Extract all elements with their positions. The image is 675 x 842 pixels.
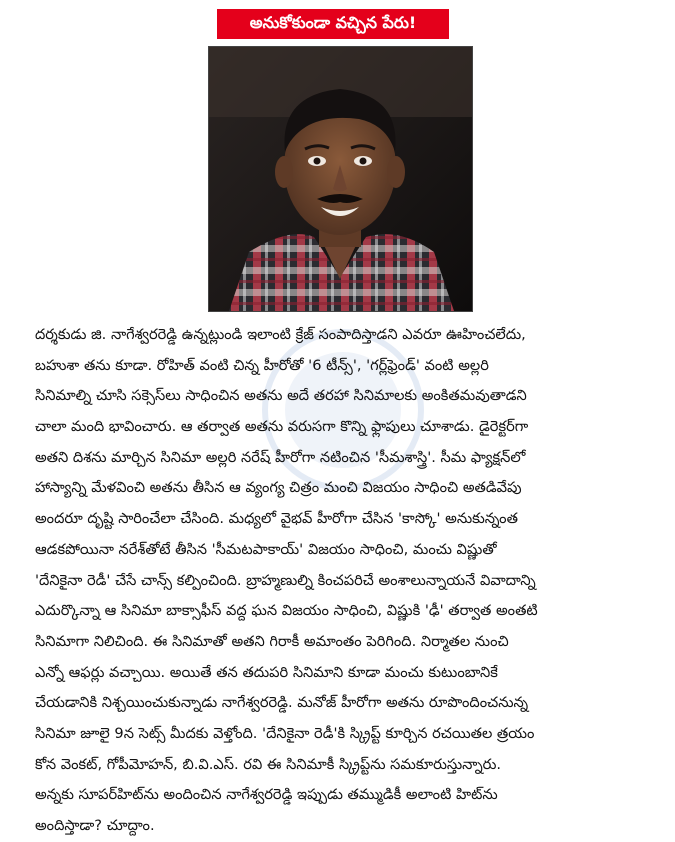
director-photo xyxy=(208,46,473,312)
article-line: చాలా మంది భావించారు. ఆ తర్వాత అతను వరుసగా కొన్ని ఫ్లాపులు చూశాడు. డైరెక్టర్‌గా xyxy=(35,418,529,436)
article-body xyxy=(35,320,645,842)
article-line: చేయడానికి నిశ్చయించుకున్నాడు నాగేశ్వరరెడ్డి. మనోజ్ హీరోగా అతను రూపొందించనున్న xyxy=(35,694,529,712)
article-line: అన్నకు సూపర్‌హిట్‌ను అందించిన నాగేశ్వరరెడ్డి ఇప్పుడు తమ్ముడికీ అలాంటి హిట్‌ను xyxy=(35,786,498,804)
article-line: ఎదుర్కొన్నా ఆ సినిమా బాక్సాఫీస్ వద్ద ఘన విజయం సాధించి, విష్ణుకి 'ఢీ' తర్వాత అంతటి xyxy=(35,602,538,620)
article-line: సినిమా జూలై 9న సెట్స్ మీదకు వెళ్తోంది. 'దేనికైనా రెడీ'కి స్క్రిప్ట్ కూర్చిన రచయితల త్రయం xyxy=(35,724,535,742)
article-line: దర్శకుడు జి. నాగేశ్వరరెడ్డి ఉన్నట్లుండి ఇలాంటి క్రేజ్ సంపాదిస్తాడని ఎవరూ ఊహించలేదు, xyxy=(35,326,526,343)
article-line: అతని దిశను మార్చిన సినిమా అల్లరి నరేష్ హీరోగా నటించిన 'సీమశాస్త్రి'. సీమ ఫ్యాక్షన్‌లో xyxy=(35,448,526,466)
article-line: బహుశా తను కూడా. రోహిత్ వంటి చిన్న హీరోతో '6 టీన్స్', 'గర్ల్‌ఫ్రెండ్' వంటి అల్లరి xyxy=(35,356,489,374)
portrait-photo xyxy=(209,47,472,311)
article-line: 'దేనికైనా రెడీ' చేసే చాన్స్ కల్పించింది. బ్రాహ్మణుల్ని కించపరిచే అంశాలున్నాయనే వివాదాన్ని xyxy=(35,571,536,589)
article-line: హాస్యాన్ని మేళవించి అతను తీసిన ఆ వ్యంగ్య చిత్రం మంచి విజయం సాధించి అతడివేపు xyxy=(35,479,522,497)
article-line: సినిమాల్ని చూసి సక్సెస్‌లు సాధించిన అతను అదే తరహా సినిమాలకు అంకితమవుతాడని xyxy=(35,387,527,405)
headline-banner xyxy=(217,9,449,39)
article-line: అందిస్తాడా? చూద్దాం. xyxy=(35,817,155,834)
article-line: కోన వెంకట్, గోపీమోహన్, బి.వి.ఎస్. రవి ఈ సినిమాకీ స్క్రిప్ట్‌ను సమకూరుస్తున్నారు. xyxy=(35,755,502,773)
article-line: సినిమాగా నిలిచింది. ఈ సినిమాతో అతని గిరాకీ అమాంతం పెరిగింది. నిర్మాతల నుంచి xyxy=(35,632,509,650)
article-line: ఆడకపోయినా నరేశ్‌తోటే తీసిన 'సీమటపాకాయ్' విజయం సాధించి, మంచు విష్ణుతో xyxy=(35,540,497,558)
article-line: ఎన్నో ఆఫర్లు వచ్చాయి. అయితే తన తదుపరి సినిమాని కూడా మంచు కుటుంబానికే xyxy=(35,663,498,681)
headline-title: అనుకోకుండా వచ్చిన పేరు! xyxy=(249,12,417,32)
article-line: అందరూ దృష్టి సారించేలా చేసింది. మధ్యలో వైభవ్ హీరోగా చేసిన 'కాస్కో' అనుకున్నంత xyxy=(35,510,518,528)
